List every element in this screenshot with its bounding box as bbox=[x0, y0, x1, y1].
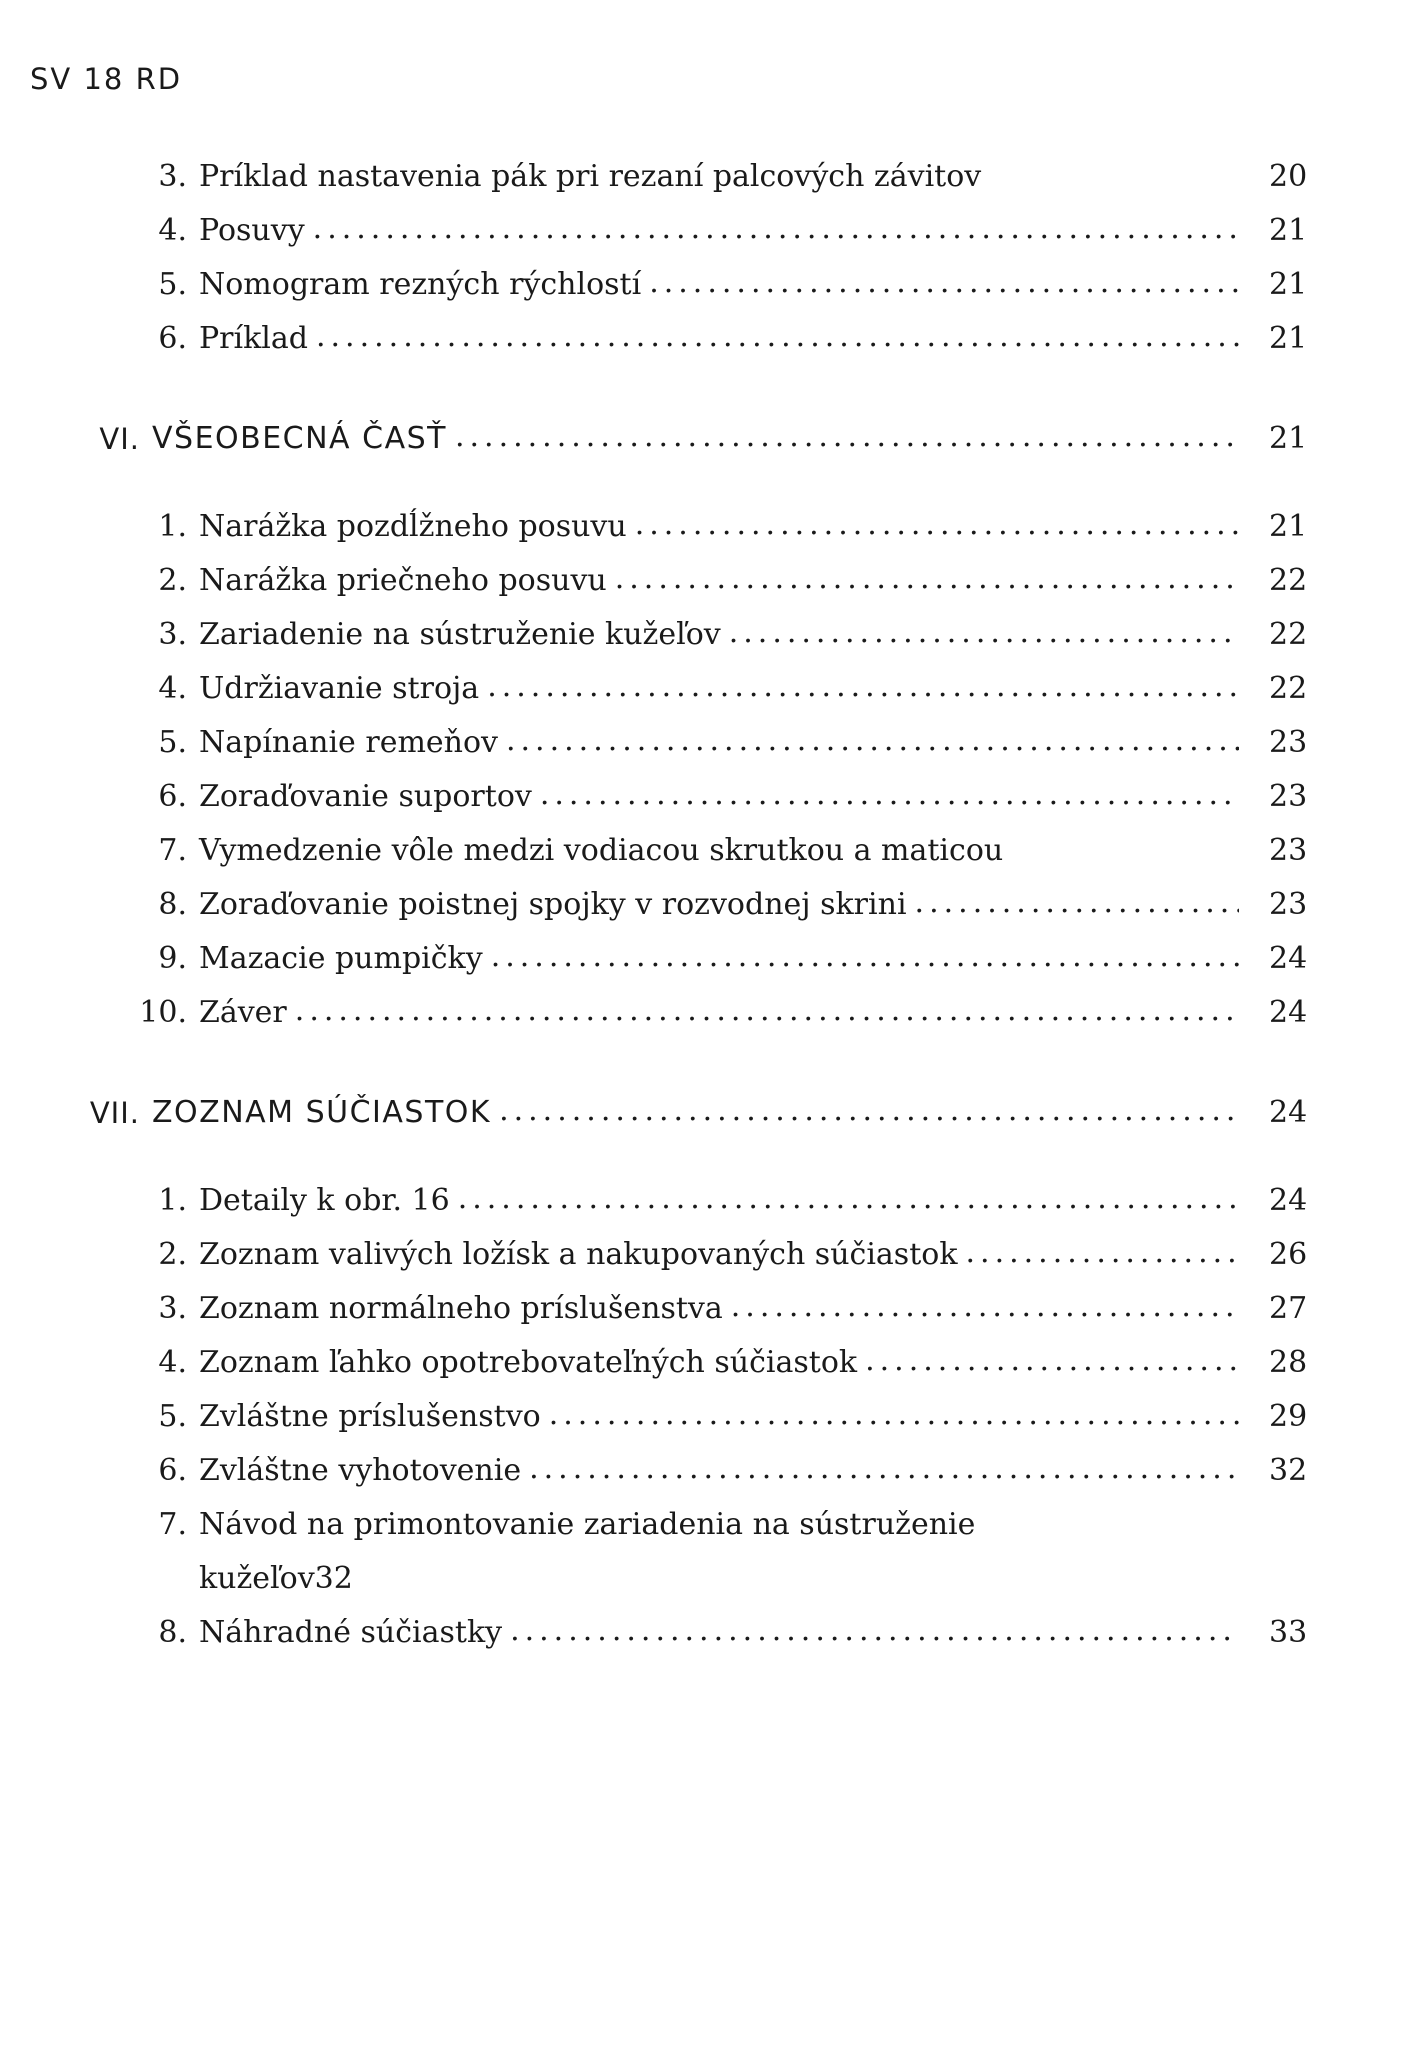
toc-row[interactable] bbox=[52, 662, 1365, 716]
toc-item-label: Zariadenie na sústruženie kužeľov bbox=[199, 617, 721, 652]
toc-item-number: 3. bbox=[158, 1291, 187, 1326]
toc-item-number: 1. bbox=[158, 1183, 187, 1218]
toc-item-page: 28 bbox=[1269, 1345, 1308, 1380]
toc-item-page: 23 bbox=[1269, 887, 1308, 922]
toc-item-label: Zoznam ľahko opotrebovateľných súčiastok bbox=[199, 1345, 858, 1380]
toc-item-label: Mazacie pumpičky bbox=[199, 941, 483, 976]
toc-item-page: 32 bbox=[1269, 1453, 1308, 1488]
toc-row[interactable] bbox=[52, 824, 1365, 878]
leader-dots bbox=[499, 1106, 1239, 1140]
toc-item-page: 32 bbox=[314, 1561, 353, 1596]
leader-dots bbox=[506, 736, 1239, 770]
toc-item-page: 29 bbox=[1269, 1399, 1308, 1434]
leader-dots bbox=[295, 1006, 1239, 1040]
toc-row[interactable] bbox=[52, 878, 1365, 932]
leader-dots bbox=[615, 574, 1239, 608]
toc-section-page: 24 bbox=[1269, 1095, 1308, 1130]
leader-dots bbox=[966, 1248, 1240, 1282]
leader-dots bbox=[510, 1626, 1239, 1660]
page-header: SV 18 RD bbox=[30, 62, 183, 96]
leader-dots bbox=[865, 1356, 1239, 1390]
toc-item-number: 4. bbox=[158, 1345, 187, 1380]
toc-row[interactable] bbox=[52, 770, 1365, 824]
leader-dots bbox=[529, 1464, 1239, 1498]
toc-row[interactable] bbox=[52, 1336, 1365, 1390]
toc-row[interactable] bbox=[52, 500, 1365, 554]
heading-spacer bbox=[52, 1140, 1365, 1174]
toc-item-number: 2. bbox=[158, 1237, 187, 1272]
toc-item-label: Zoznam valivých ložísk a nakupovaných súčiastok bbox=[199, 1237, 958, 1272]
toc-row[interactable] bbox=[52, 1174, 1365, 1228]
toc-item-number: 8. bbox=[158, 887, 187, 922]
toc-item-label: Zvláštne vyhotovenie bbox=[199, 1453, 522, 1488]
toc-item-label: Návod na primontovanie zariadenia na sústruženie bbox=[199, 1507, 976, 1542]
leader-dots bbox=[458, 1194, 1239, 1228]
toc-item-label: Nomogram rezných rýchlostí bbox=[199, 267, 642, 302]
toc-row[interactable] bbox=[52, 1390, 1365, 1444]
toc-item-number: 6. bbox=[158, 1453, 187, 1488]
toc-item-label: Narážka priečneho posuvu bbox=[199, 563, 607, 598]
toc-item-number: 10. bbox=[139, 995, 187, 1030]
toc-row[interactable] bbox=[52, 554, 1365, 608]
toc-item-number: 5. bbox=[158, 267, 187, 302]
leader-dots bbox=[540, 790, 1239, 824]
toc-item-label: Napínanie remeňov bbox=[199, 725, 498, 760]
table-of-contents bbox=[0, 150, 1417, 1660]
toc-item-page: 24 bbox=[1269, 1183, 1308, 1218]
toc-item-page: 21 bbox=[1269, 509, 1308, 544]
toc-section-heading[interactable] bbox=[52, 1086, 1365, 1140]
leader-dots bbox=[549, 1410, 1239, 1444]
toc-item-label: Zoraďovanie suportov bbox=[199, 779, 532, 814]
toc-item-number: 5. bbox=[158, 1399, 187, 1434]
toc-item-label: Náhradné súčiastky bbox=[199, 1615, 503, 1650]
toc-row[interactable] bbox=[52, 258, 1365, 312]
toc-item-page: 27 bbox=[1269, 1291, 1308, 1326]
toc-item-label: Zoraďovanie poistnej spojky v rozvodnej skrini bbox=[199, 887, 907, 922]
toc-group bbox=[52, 150, 1365, 366]
toc-row[interactable] bbox=[52, 1228, 1365, 1282]
toc-item-label: Detaily k obr. 16 bbox=[199, 1183, 450, 1218]
toc-item-page: 23 bbox=[1269, 833, 1308, 868]
toc-item-page: 21 bbox=[1269, 213, 1308, 248]
leader-dots bbox=[455, 432, 1239, 466]
toc-row[interactable] bbox=[52, 312, 1365, 366]
toc-item-number: 9. bbox=[158, 941, 187, 976]
toc-row[interactable] bbox=[52, 608, 1365, 662]
leader-dots bbox=[313, 224, 1239, 258]
toc-item-page: 23 bbox=[1269, 725, 1308, 760]
toc-row-continuation[interactable] bbox=[52, 1552, 1365, 1606]
toc-row[interactable] bbox=[52, 1282, 1365, 1336]
toc-section-page: 21 bbox=[1269, 421, 1308, 456]
leader-dots bbox=[649, 278, 1239, 312]
toc-group bbox=[52, 1086, 1365, 1660]
toc-item-page: 26 bbox=[1269, 1237, 1308, 1272]
toc-row[interactable] bbox=[52, 1606, 1365, 1660]
toc-item-number: 3. bbox=[158, 159, 187, 194]
toc-row[interactable] bbox=[52, 204, 1365, 258]
toc-item-number: 6. bbox=[158, 321, 187, 356]
toc-item-number: 6. bbox=[158, 779, 187, 814]
toc-row[interactable] bbox=[52, 1444, 1365, 1498]
toc-item-page: 22 bbox=[1269, 563, 1308, 598]
toc-item-page: 33 bbox=[1269, 1615, 1308, 1650]
heading-spacer bbox=[52, 466, 1365, 500]
toc-item-number: 1. bbox=[158, 509, 187, 544]
toc-item-page: 24 bbox=[1269, 995, 1308, 1030]
toc-row[interactable] bbox=[52, 932, 1365, 986]
toc-item-number: 7. bbox=[158, 1507, 187, 1542]
toc-group bbox=[52, 412, 1365, 1040]
toc-row[interactable] bbox=[52, 986, 1365, 1040]
toc-item-page: 23 bbox=[1269, 779, 1308, 814]
leader-dots bbox=[491, 952, 1239, 986]
toc-item-label: Vymedzenie vôle medzi vodiacou skrutkou a maticou bbox=[199, 833, 1004, 868]
toc-item-label: Zvláštne príslušenstvo bbox=[199, 1399, 541, 1434]
leader-dots bbox=[316, 332, 1239, 366]
toc-item-label: Záver bbox=[199, 995, 287, 1030]
section-spacer bbox=[52, 366, 1365, 412]
leader-dots bbox=[635, 520, 1239, 554]
toc-item-label: Príklad nastavenia pák pri rezaní palcových závitov bbox=[199, 159, 982, 194]
toc-item-number: 4. bbox=[158, 213, 187, 248]
toc-item-page: 24 bbox=[1269, 941, 1308, 976]
toc-item-number: 8. bbox=[158, 1615, 187, 1650]
toc-item-page: 20 bbox=[1269, 159, 1308, 194]
toc-item-label: Zoznam normálneho príslušenstva bbox=[199, 1291, 723, 1326]
toc-item-label: Narážka pozdĺžneho posuvu bbox=[199, 509, 627, 544]
toc-item-page: 22 bbox=[1269, 671, 1308, 706]
leader-dots bbox=[487, 682, 1239, 716]
toc-item-label: Príklad bbox=[199, 321, 308, 356]
toc-item-page: 21 bbox=[1269, 321, 1308, 356]
toc-section-heading[interactable] bbox=[52, 412, 1365, 466]
leader-dots bbox=[731, 1302, 1239, 1336]
toc-row[interactable] bbox=[52, 1498, 1365, 1552]
leader-dots bbox=[915, 898, 1239, 932]
toc-item-label: Udržiavanie stroja bbox=[199, 671, 480, 706]
toc-section-label: ZOZNAM SÚČIASTOK bbox=[152, 1095, 492, 1130]
toc-item-label: Posuvy bbox=[199, 213, 305, 248]
leader-dots bbox=[729, 628, 1239, 662]
toc-section-number: VI. bbox=[99, 422, 140, 456]
toc-section-label: VŠEOBECNÁ ČASŤ bbox=[152, 421, 447, 456]
toc-item-number: 3. bbox=[158, 617, 187, 652]
toc-section-number: VII. bbox=[89, 1096, 140, 1130]
toc-item-page: 22 bbox=[1269, 617, 1308, 652]
toc-item-number: 2. bbox=[158, 563, 187, 598]
toc-row[interactable] bbox=[52, 716, 1365, 770]
toc-row[interactable] bbox=[52, 150, 1365, 204]
section-spacer bbox=[52, 1040, 1365, 1086]
toc-item-number: 4. bbox=[158, 671, 187, 706]
toc-item-label-continued: kužeľov bbox=[199, 1561, 315, 1596]
toc-item-number: 7. bbox=[158, 833, 187, 868]
toc-item-page: 21 bbox=[1269, 267, 1308, 302]
toc-item-number: 5. bbox=[158, 725, 187, 760]
